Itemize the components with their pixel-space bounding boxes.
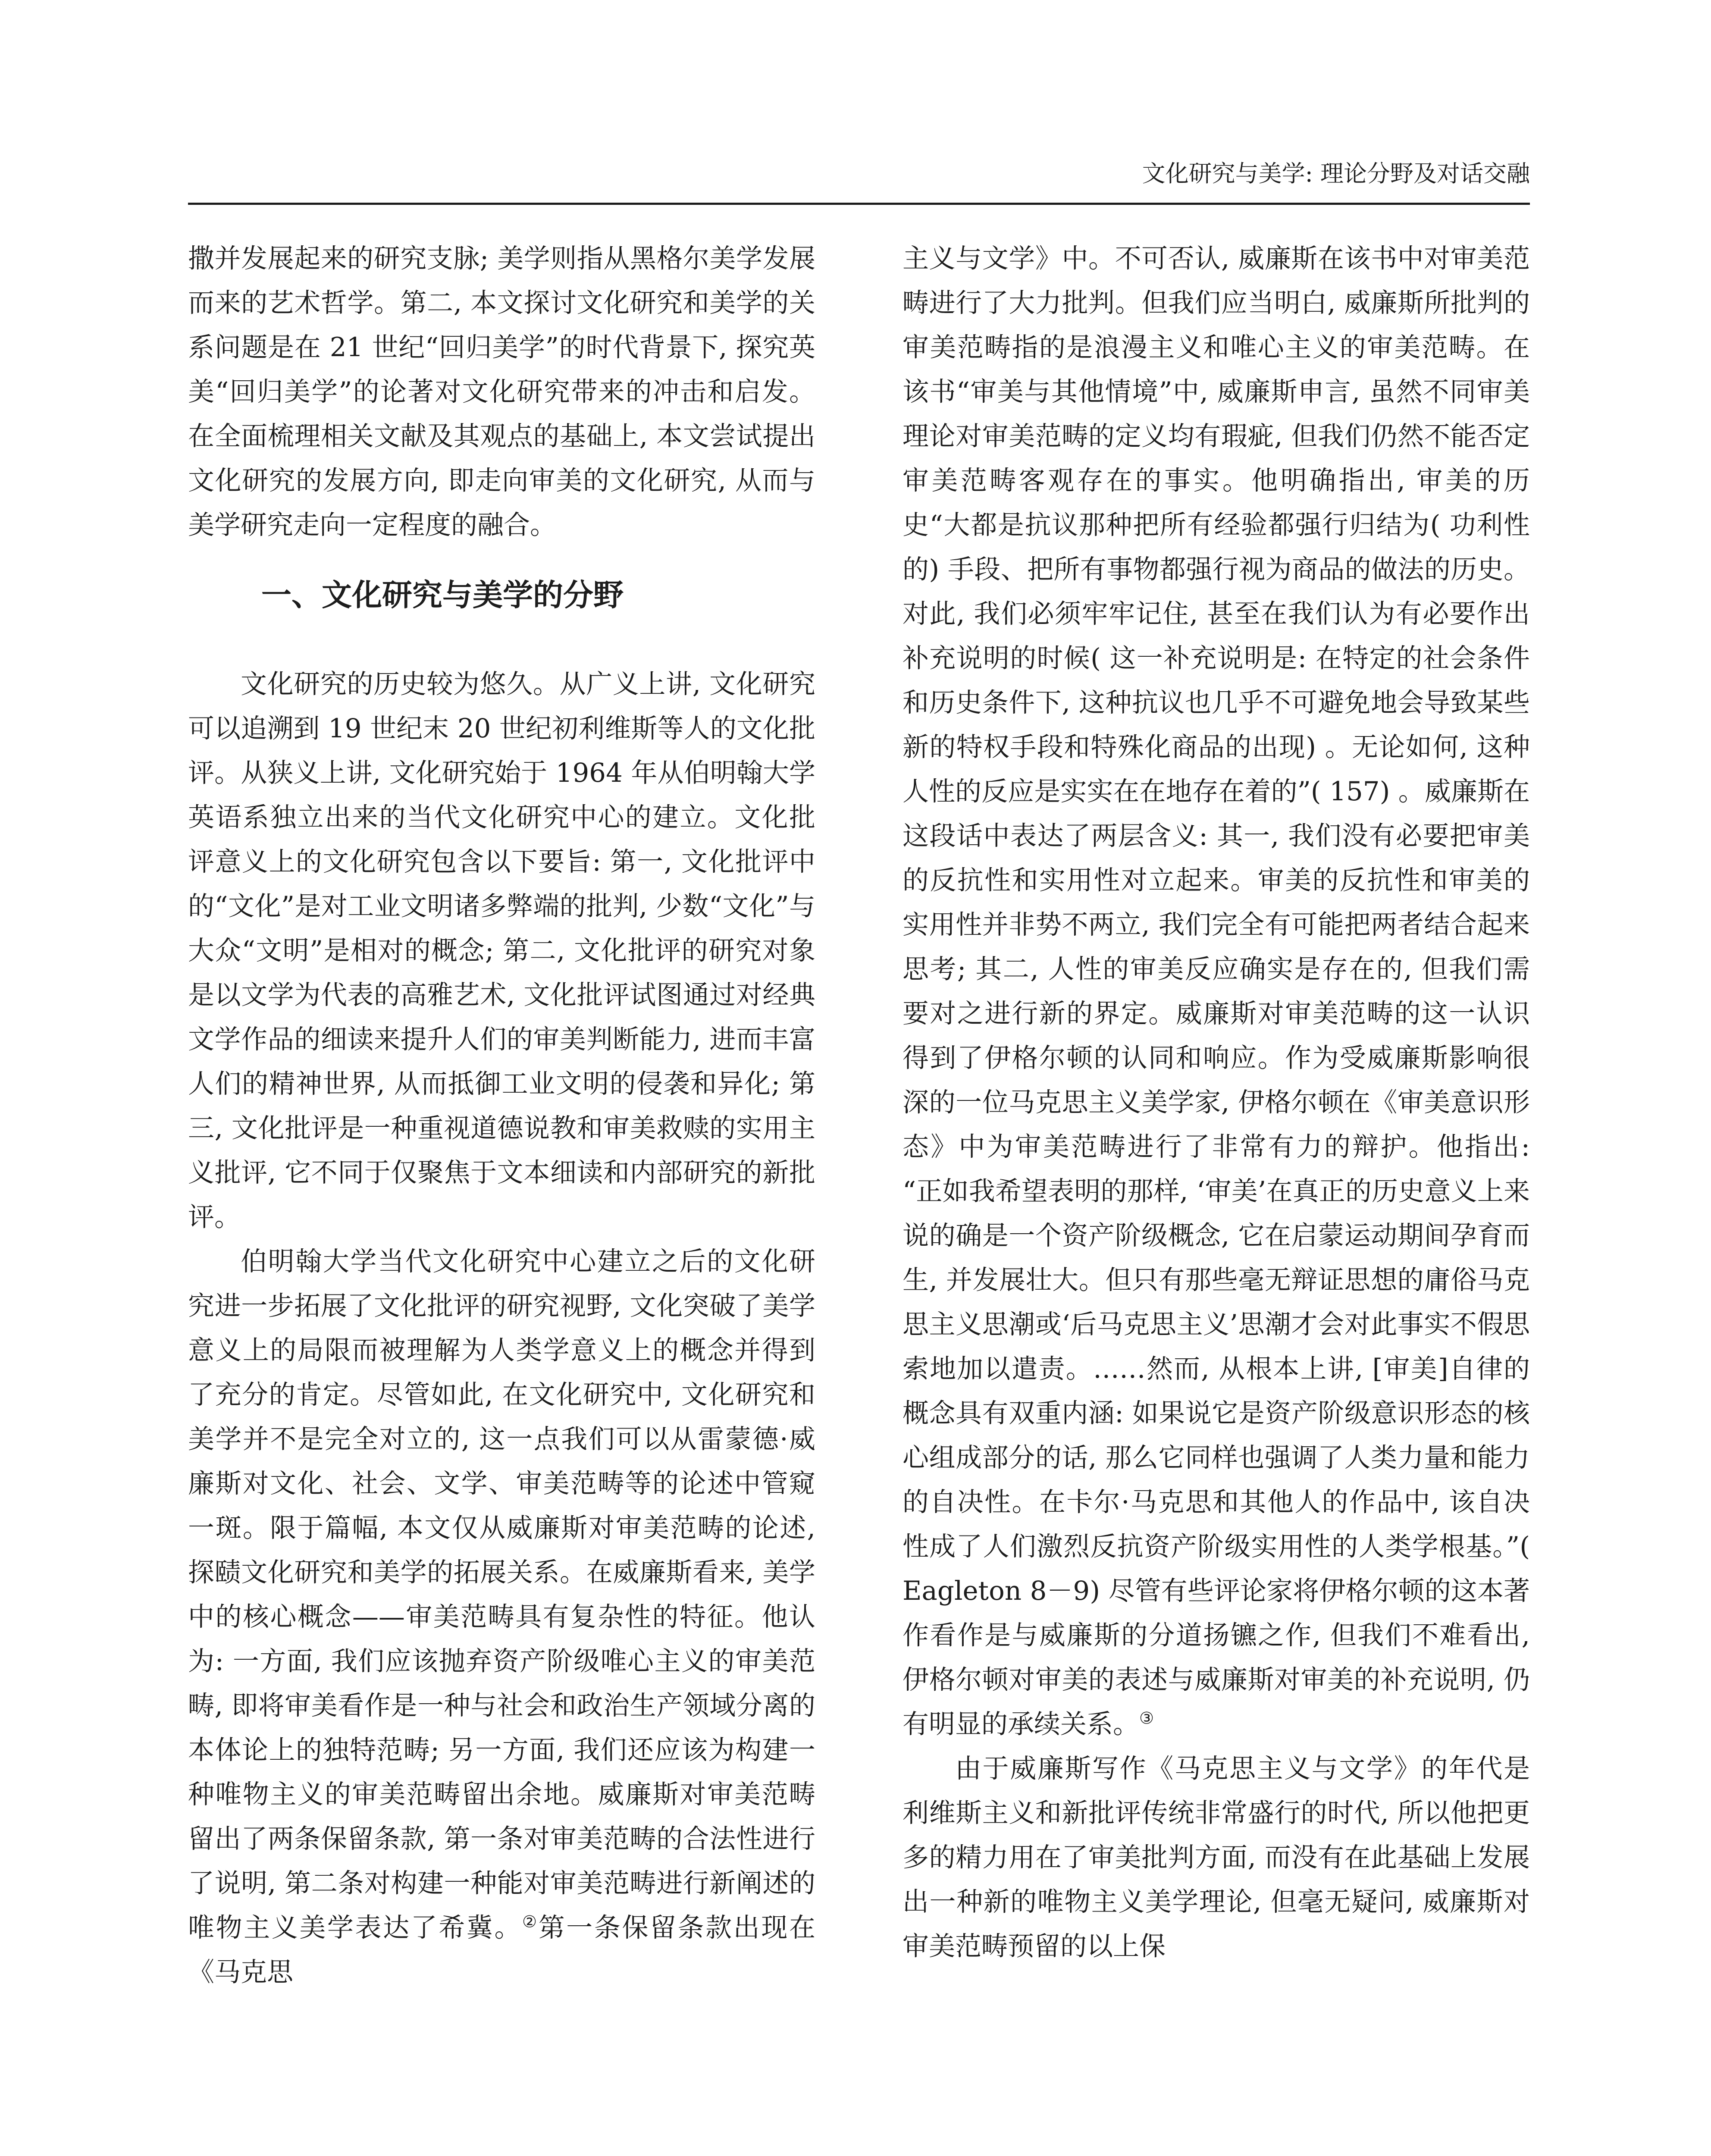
right-column [903,236,1530,1968]
running-head: 文化研究与美学: 理论分野及对话交融 [1142,160,1530,187]
footnote-marker-2[interactable]: ② [522,1912,539,1931]
paragraph-marxism-literature: 由于威廉斯写作《马克思主义与文学》的年代是利维斯主义和新批评传统非常盛行的时代, 所以他把更多的精力用在了审美批判方面, 而没有在此基础上发展出一种新的唯物主义美学理论, 但毫无疑问, 威廉斯对审美范畴预留的以上保 [903,1753,1530,1962]
header-rule [188,203,1530,205]
paragraph-history: 文化研究的历史较为悠久。从广义上讲, 文化研究可以追溯到 19 世纪末 20 世纪初利维斯等人的文化批评。从狭义上讲, 文化研究始于 1964 年从伯明翰大学英语系独立出来的当代文化研究中心的建立。文化批评意义上的文化研究包含以下要旨: 第一, 文化批评中的“文化”是对工业文明诸多弊端的批判, 少数“文化”与大众“文明”是相对的概念; 第二, 文化批评的研究对象是以文学为代表的高雅艺术, 文化批评试图通过对经典文学作品的细读来提升人们的审美判断能力, 进而丰富人们的精神世界, 从而抵御工业文明的侵袭和异化; 第三, 文化批评是一种重视道德说教和审美救赎的实用主义批评, 它不同于仅聚焦于文本细读和内部研究的新批评。 [188,669,815,1232]
paragraph-birmingham-tail: 第一条保留条款出现在《马克思 [188,1912,815,1987]
paragraph-continued: 撒并发展起来的研究支脉; 美学则指从黑格尔美学发展而来的艺术哲学。第二, 本文探讨文化研究和美学的关系问题是在 21 世纪“回归美学”的时代背景下, 探究英美“回归美学”的论著对文化研究带来的冲击和启发。在全面梳理相关文献及其观点的基础上, 本文尝试提出文化研究的发展方向, 即走向审美的文化研究, 从而与美学研究走向一定程度的融合。 [188,243,815,540]
paragraph-birmingham-text: 伯明翰大学当代文化研究中心建立之后的文化研究进一步拓展了文化批评的研究视野, 文化突破了美学意义上的局限而被理解为人类学意义上的概念并得到了充分的肯定。尽管如此, 在文化研究中, 文化研究和美学并不是完全对立的, 这一点我们可以从雷蒙德·威廉斯对文化、社会、文学、审美范畴等的论述中管窥一斑。限于篇幅, 本文仅从威廉斯对审美范畴的论述, 探赜文化研究和美学的拓展关系。在威廉斯看来, 美学中的核心概念——审美范畴具有复杂性的特征。他认为: 一方面, 我们应该抛弃资产阶级唯心主义的审美范畴, 即将审美看作是一种与社会和政治生产领域分离的本体论上的独特范畴; 另一方面, 我们还应该为构建一种唯物主义的审美范畴留出余地。威廉斯对审美范畴留出了两条保留条款, 第一条对审美范畴的合法性进行了说明, 第二条对构建一种能对审美范畴进行新阐述的唯物主义美学表达了希冀。 [188,1246,815,1943]
paragraph-williams-eagleton [903,236,1530,1746]
footnote-marker-3[interactable]: ③ [1139,1708,1154,1728]
left-column [188,236,815,1994]
paragraph-birmingham [188,1239,815,1994]
paragraph-williams-eagleton-text: 主义与文学》中。不可否认, 威廉斯在该书中对审美范畴进行了大力批判。但我们应当明白, 威廉斯所批判的审美范畴指的是浪漫主义和唯心主义的审美范畴。在该书“审美与其他情境”中, 威廉斯申言, 虽然不同审美理论对审美范畴的定义均有瑕疵, 但我们仍然不能否定审美范畴客观存在的事实。他明确指出, 审美的历史“大都是抗议那种把所有经验都强行归结为( 功利性的) 手段、把所有事物都强行视为商品的做法的历史。对此, 我们必须牢牢记住, 甚至在我们认为有必要作出补充说明的时候( 这一补充说明是: 在特定的社会条件和历史条件下, 这种抗议也几乎不可避免地会导致某些新的特权手段和特殊化商品的出现) 。无论如何, 这种人性的反应是实实在在地存在着的”( 157) 。威廉斯在这段话中表达了两层含义: 其一, 我们没有必要把审美的反抗性和实用性对立起来。审美的反抗性和审美的实用性并非势不两立, 我们完全有可能把两者结合起来思考; 其二, 人性的审美反应确实是存在的, 但我们需要对之进行新的界定。威廉斯对审美范畴的这一认识得到了伊格尔顿的认同和响应。作为受威廉斯影响很深的一位马克思主义美学家, 伊格尔顿在《审美意识形态》中为审美范畴进行了非常有力的辩护。他指出: “正如我希望表明的那样, ‘审美’在真正的历史意义上来说的确是一个资产阶级概念, 它在启蒙运动期间孕育而生, 并发展壮大。但只有那些毫无辩证思想的庸俗马克思主义思潮或‘后马克思主义’思潮才会对此事实不假思索地加以遣责。……然而, 从根本上讲, [审美]自律的概念具有双重内涵: 如果说它是资产阶级意识形态的核心组成部分的话, 那么它同样也强调了人类力量和能力的自决性。在卡尔·马克思和其他人的作品中, 该自决性成了人们激烈反抗资产阶级实用性的人类学根基。”( Eagleton 8－9) 尽管有些评论家将伊格尔顿的这本著作看作是与威廉斯的分道扬镳之作, 但我们不难看出, 伊格尔顿对审美的表述与威廉斯对审美的补充说明, 仍有明显的承续关系。 [903,243,1530,1739]
section-heading: 一、文化研究与美学的分野 [261,577,624,613]
